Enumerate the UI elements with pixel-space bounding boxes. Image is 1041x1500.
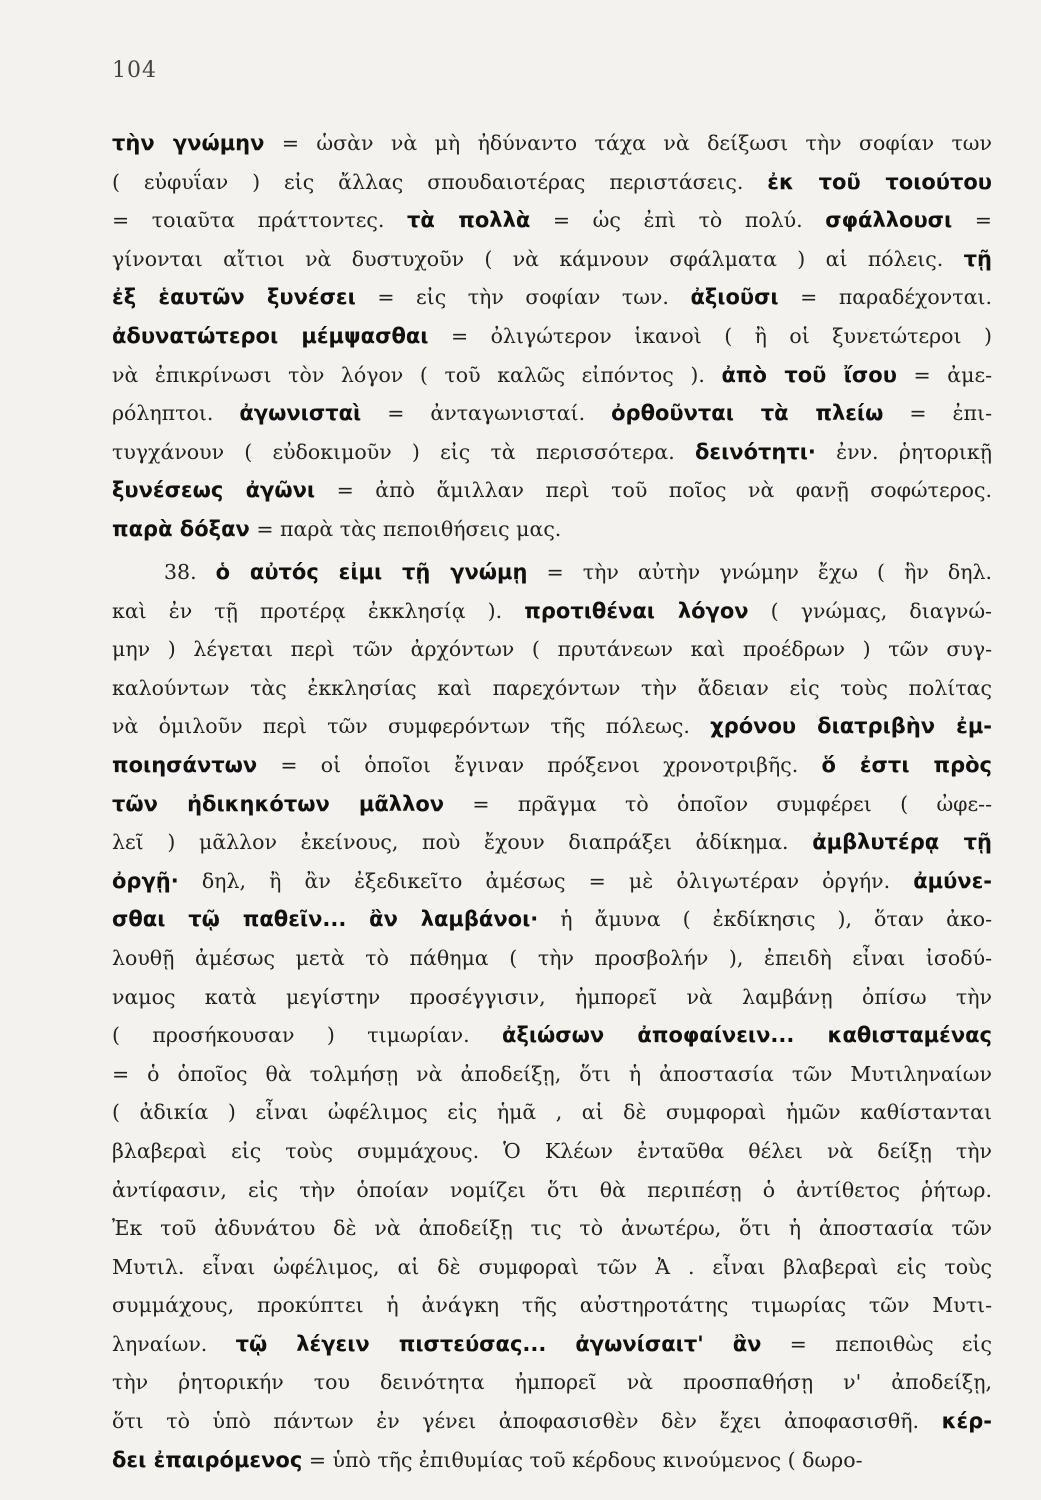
text-line	[112, 1402, 992, 1441]
gloss-text: λεῖ ) μᾶλλον ἐκείνους, ποὺ ἔχουν διαπράξει ἀδίκημα.	[112, 830, 813, 855]
gloss-text: γίνονται αἴτιοι νὰ δυστυχοῦν ( νὰ κάμνουν σφάλματα ) αἱ πόλεις.	[112, 246, 964, 271]
lemma-term: χρόνου διατριβὴν ἐμ-	[710, 714, 992, 739]
gloss-text: βλαβεραὶ εἰς τοὺς συμμάχους. Ὁ Κλέων ἐνταῦθα θέλει νὰ δείξῃ τὴν	[112, 1138, 992, 1163]
text-line	[112, 862, 992, 901]
gloss-text: ληναίων.	[112, 1331, 236, 1356]
gloss-text: = τὴν αὐτὴν γνώμην ἔχω ( ἣν δηλ.	[527, 560, 992, 584]
lemma-term: ἀξιοῦσι	[690, 285, 779, 310]
lemma-term: ὁ αὐτός εἰμι τῇ γνώμῃ	[215, 560, 528, 584]
text-line	[112, 1093, 992, 1132]
text-line	[112, 1441, 992, 1480]
text-line	[112, 433, 992, 472]
gloss-text: =	[952, 208, 992, 233]
text-line	[112, 1132, 992, 1171]
text-line	[112, 746, 992, 785]
text-line	[112, 1248, 992, 1287]
gloss-text: ( προσήκουσαν ) τιμωρίαν.	[112, 1023, 503, 1048]
gloss-text: δηλ, ἢ ἂν ἐξεδικεῖτο ἀμέσως = μὲ ὀλιγωτέραν ὀργήν.	[178, 868, 914, 893]
text-line	[112, 201, 992, 240]
gloss-text: τὴν ῥητορικήν του δεινότητα ἠμπορεῖ νὰ προσπαθήσῃ ν' ἀποδείξῃ,	[112, 1370, 992, 1395]
text-line	[112, 124, 992, 163]
text-line	[112, 510, 992, 549]
gloss-text: = ἐπι-	[883, 401, 992, 426]
text-line	[112, 1171, 992, 1210]
gloss-text: = ὁ ὁποῖος θὰ τολμήσῃ νὰ ἀποδείξῃ, ὅτι ἡ ἀποστασία τῶν Μυτιληναίων	[112, 1061, 992, 1086]
commentary-block-1	[112, 124, 992, 549]
text-line	[112, 1055, 992, 1094]
gloss-text: λουθῇ ἀμέσως μετὰ τὸ πάθημα ( τὴν προσβολήν ), ἐπειδὴ εἶναι ἰσοδύ-	[112, 945, 992, 970]
gloss-text: ρόληπτοι.	[112, 401, 240, 426]
text-line	[112, 471, 992, 510]
lemma-term: σθαι τῷ παθεῖν... ἂν λαμβάνοι·	[112, 907, 539, 932]
text-line	[112, 240, 992, 279]
text-line	[112, 1016, 992, 1055]
lemma-term: ὀργῇ·	[112, 868, 179, 893]
gloss-text: = πεποιθὼς εἰς	[761, 1331, 992, 1356]
gloss-text: = παραδέχονται.	[778, 285, 992, 310]
text-line	[112, 278, 992, 317]
text-line	[112, 1363, 992, 1402]
gloss-text: Ἐκ τοῦ ἀδυνάτου δὲ νὰ ἀποδείξῃ τις τὸ ἀνωτέρω, ὅτι ἡ ἀποστασία τῶν	[112, 1216, 992, 1241]
gloss-text: = παρὰ τὰς πεποιθήσεις μας.	[249, 516, 562, 541]
gloss-text: συμμάχους, προκύπτει ἡ ἀνάγκη τῆς αὐστηροτάτης τιμωρίας τῶν Μυτι-	[112, 1293, 992, 1318]
gloss-text: Μυτιλ. εἶναι ὠφέλιμος, αἱ δὲ συμφοραὶ τῶν Ἀ . εἶναι βλαβεραὶ εἰς τοὺς	[112, 1254, 992, 1279]
gloss-text: καὶ ἐν τῇ προτέρᾳ ἐκκλησίᾳ ).	[112, 598, 525, 623]
text-line	[112, 900, 992, 939]
text-line	[112, 630, 992, 669]
gloss-text: ( ἀδικία ) εἶναι ὠφέλιμος εἰς ἡμᾶ , αἱ δὲ συμφοραὶ ἡμῶν καθίστανται	[112, 1100, 992, 1125]
gloss-text: ἐνν. ῥητορικῇ	[815, 439, 992, 464]
lemma-term: ἀμβλυτέρᾳ τῇ	[812, 830, 992, 855]
lemma-term: ξυνέσεως ἀγῶνι	[112, 478, 316, 503]
gloss-text: = οἱ ὁποῖοι ἔγιναν πρόξενοι χρονοτριβῆς.	[257, 752, 822, 777]
text-line	[112, 592, 992, 631]
lemma-term: ἀμύνε-	[913, 868, 992, 893]
lemma-term: ποιησάντων	[112, 752, 258, 777]
gloss-text: = ἀνταγωνισταί.	[361, 401, 612, 426]
gloss-text: = τοιαῦτα πράττοντες.	[112, 208, 408, 233]
lemma-term: κέρ-	[941, 1409, 992, 1434]
commentary-block-38	[112, 553, 992, 1479]
text-line	[112, 939, 992, 978]
text-line	[112, 707, 992, 746]
text-line	[112, 317, 992, 356]
lemma-term: τῇ	[963, 246, 992, 271]
gloss-text: ( εὐφυΐαν ) εἰς ἄλλας σπουδαιοτέρας περιστάσεις.	[112, 169, 768, 194]
gloss-text: = ὑπὸ τῆς ἐπιθυμίας τοῦ κέρδους κινούμενος ( δωρο-	[302, 1447, 863, 1472]
gloss-text: 38.	[164, 560, 216, 584]
gloss-text: τυγχάνουν ( εὐδοκιμοῦν ) εἰς τὰ περισσότερα.	[112, 439, 695, 464]
gloss-text: ναμος κατὰ μεγίστην προσέγγισιν, ἠμπορεῖ νὰ λαμβάνῃ ὀπίσω τὴν	[112, 984, 992, 1009]
lemma-term: ἀξιώσων ἀποφαίνειν... καθισταμένας	[502, 1023, 992, 1048]
text-line	[112, 1286, 992, 1325]
gloss-text: νὰ ἐπικρίνωσι τὸν λόγον ( τοῦ καλῶς εἰπόντος ).	[112, 362, 722, 387]
gloss-text: ( γνώμας, διαγνώ-	[748, 598, 992, 623]
gloss-text: νὰ ὁμιλοῦν περὶ τῶν συμφερόντων τῆς πόλεως.	[112, 714, 711, 739]
text-line	[112, 394, 992, 433]
text-line	[112, 356, 992, 395]
lemma-term: ἀπὸ τοῦ ἴσου	[721, 362, 897, 387]
gloss-text: = ἀμε-	[896, 362, 992, 387]
lemma-term: ἐκ τοῦ τοιούτου	[767, 169, 992, 194]
gloss-text: = πρᾶγμα τὸ ὁποῖον συμφέρει ( ὠφε--	[444, 791, 992, 816]
lemma-term: σφάλλουσι	[825, 208, 953, 233]
lemma-term: ὀρθοῦνται τὰ πλείω	[611, 401, 884, 426]
gloss-text: = ὀλιγώτερον ἱκανοὶ ( ἢ οἱ ξυνετώτεροι )	[428, 323, 992, 348]
lemma-term: τῶν ἠδικηκότων μᾶλλον	[112, 791, 445, 816]
lemma-term: τὰ πολλὰ	[407, 208, 531, 233]
text-line	[112, 669, 992, 708]
lemma-term: ἐξ ἑαυτῶν ξυνέσει	[112, 285, 356, 310]
text-line	[112, 823, 992, 862]
lemma-term: δεινότητι·	[694, 439, 816, 464]
lemma-term: προτιθέναι λόγον	[524, 598, 749, 623]
page-number: 104	[112, 58, 157, 83]
lemma-term: ἀγωνισταὶ	[239, 401, 362, 426]
gloss-text: ἀντίφασιν, εἰς τὴν ὁποίαν νομίζει ὅτι θὰ περιπέσῃ ὁ ἀντίθετος ῥήτωρ.	[112, 1177, 992, 1202]
text-line	[112, 553, 992, 592]
text-line	[112, 978, 992, 1017]
text-line	[112, 785, 992, 824]
gloss-text: καλούντων τὰς ἐκκλησίας καὶ παρεχόντων τὴν ἄδειαν εἰς τοὺς πολίτας	[112, 675, 992, 700]
lemma-term: δει ἐπαιρόμενος	[112, 1447, 303, 1472]
gloss-text: = ὡσὰν νὰ μὴ ἠδύναντο τάχα νὰ δείξωσι τὴν σοφίαν των	[264, 131, 992, 155]
lemma-term: παρὰ δόξαν	[112, 516, 250, 541]
lemma-term: ἀδυνατώτεροι μέμψασθαι	[112, 323, 429, 348]
gloss-text: = εἰς τὴν σοφίαν των.	[355, 285, 691, 310]
gloss-text: = ὡς ἐπὶ τὸ πολύ.	[530, 208, 826, 233]
text-line	[112, 1209, 992, 1248]
text-line	[112, 1325, 992, 1364]
gloss-text: μην ) λέγεται περὶ τῶν ἀρχόντων ( πρυτάνεων καὶ προέδρων ) τῶν συγ-	[112, 637, 992, 662]
lemma-term: τῷ λέγειν πιστεύσας... ἀγωνίσαιτ' ἂν	[235, 1331, 762, 1356]
text-line	[112, 163, 992, 202]
lemma-term: ὅ ἐστι πρὸς	[821, 752, 992, 777]
gloss-text: ὅτι τὸ ὑπὸ πάντων ἐν γένει ἀποφασισθὲν δὲν ἔχει ἀποφασισθῆ.	[112, 1409, 942, 1434]
lemma-term: τὴν γνώμην	[112, 131, 265, 155]
gloss-text: ἡ ἄμυνα ( ἐκδίκησις ), ὅταν ἀκο-	[538, 907, 992, 932]
gloss-text: = ἀπὸ ἅμιλλαν περὶ τοῦ ποῖος νὰ φανῇ σοφώτερος.	[315, 478, 992, 503]
